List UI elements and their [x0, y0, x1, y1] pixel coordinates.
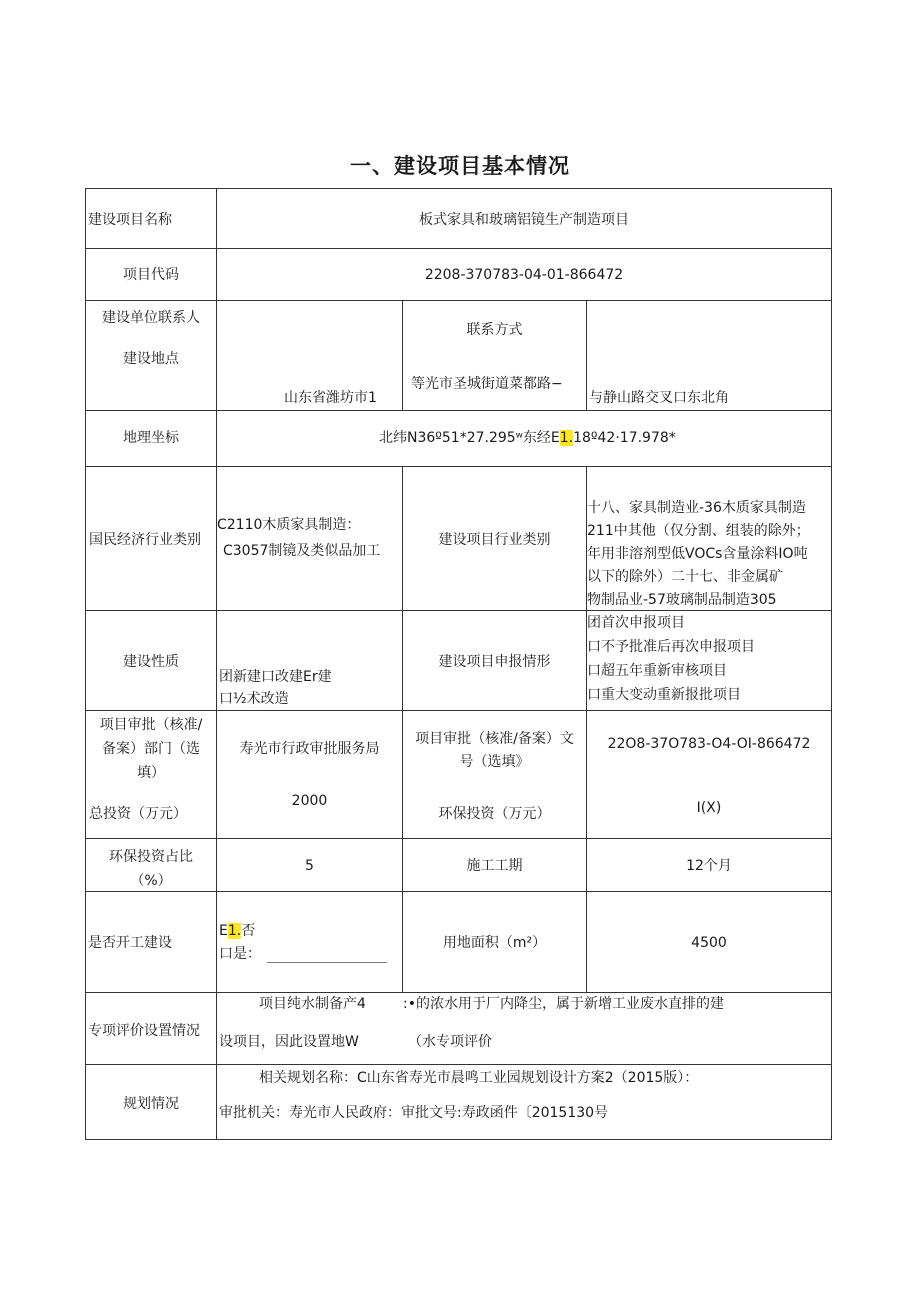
special-evaluation-text: 项目纯水制备产4: [259, 996, 366, 1012]
declaration-option: 口超五年重新审核项目: [587, 663, 727, 679]
coordinates-label: 地理坐标: [123, 430, 179, 446]
env-investment-label: 环保投资（万元）: [438, 806, 551, 822]
construction-period-value: 12个月: [686, 858, 732, 874]
project-industry-line: 十八、家具制造业-36木质家具制造: [587, 500, 806, 516]
location-part-3: 与静山路交叉口东北角: [589, 390, 729, 406]
special-evaluation-text: （水专项评价: [408, 1034, 492, 1050]
construction-nature-options-2: 口½术改造: [219, 691, 289, 707]
project-info-table: [85, 188, 832, 1140]
env-investment-value: I(X): [696, 800, 722, 816]
col-divider: [216, 189, 217, 1139]
special-evaluation-text: :•的浓水用于厂内降尘，属于新增工业废水直排的建: [403, 996, 724, 1012]
highlight-mark: 1.: [559, 430, 574, 446]
project-industry-line: 以下的除外）二十七、非金属矿: [587, 569, 783, 585]
row-divider: [86, 248, 831, 249]
special-evaluation-text: 设项目，因此设置地W: [219, 1034, 359, 1050]
approval-doc-label: 项目审批（核准/备案）文: [415, 731, 574, 747]
approval-dept-label: 项目审批（核准/: [99, 717, 203, 733]
env-ratio-label: （%）: [130, 873, 172, 889]
started-option-yes: 口是：: [219, 945, 387, 963]
project-industry-line: 年用非溶剂型低VOCs含量涂料IO吨: [587, 546, 808, 562]
total-investment-label: 总投资（万元）: [89, 806, 187, 822]
location-label: 建设地点: [123, 351, 179, 367]
row-divider: [86, 992, 831, 993]
row-divider: [86, 891, 831, 892]
row-divider: [86, 838, 831, 839]
row-divider: [86, 1064, 831, 1065]
contact-person-label: 建设单位联系人: [102, 310, 200, 326]
env-ratio-value: 5: [305, 858, 314, 874]
construction-period-label: 施工工期: [466, 858, 523, 874]
declaration-option: 口重大变动重新报批项目: [587, 687, 741, 703]
project-name-value: 板式家具和玻璃铝镜生产制造项目: [419, 212, 629, 228]
planning-name: 相关规划名称：C山东省寿光市晨鸣工业园规划设计方案2（2015版）：: [259, 1070, 699, 1086]
approval-doc-value: 22O8-37O783-O4-OI-866472: [607, 736, 811, 752]
project-industry-line: 211中其他（仅分割、组装的除外；: [587, 523, 810, 539]
planning-label: 规划情况: [123, 1096, 179, 1112]
declaration-situation-label: 建设项目申报情形: [438, 654, 551, 670]
total-investment-value: 2000: [291, 793, 328, 809]
row-divider: [86, 610, 831, 611]
env-ratio-label: 环保投资占比: [109, 849, 193, 865]
location-part-2: 等光市圣城街道菜都路−: [411, 376, 563, 392]
approval-dept-label: 填）: [137, 765, 165, 781]
special-evaluation-label: 专项评价设置情况: [88, 1023, 200, 1039]
declaration-option: 口不予批准后再次申报项目: [587, 639, 755, 655]
coordinates-value: 北纬N36º51*27.295ʷ东经E1.18º42·17.978*: [379, 430, 676, 446]
project-industry-label: 建设项目行业类别: [438, 532, 551, 548]
industry-code-1: C2110木质家具制造：: [217, 517, 361, 533]
col-divider: [402, 300, 403, 410]
page-title: 一、建设项目基本情况: [350, 154, 570, 178]
project-industry-line: 物制品业-57玻璃制品制造305: [587, 592, 777, 608]
project-name-label: 建设项目名称: [88, 212, 172, 228]
contact-method-label: 联系方式: [466, 322, 523, 338]
row-divider: [86, 710, 831, 711]
industry-category-label: 国民经济行业类别: [89, 532, 201, 548]
land-area-value: 4500: [691, 935, 727, 951]
started-option-no: E1.否: [219, 923, 256, 939]
approval-doc-label: 号（选填》: [459, 754, 530, 770]
planning-approval: 审批机关：寿光市人民政府：审批文号:寿政函件〔2015130号: [219, 1105, 609, 1121]
col-divider: [586, 300, 587, 410]
construction-nature-label: 建设性质: [123, 654, 179, 670]
started-label: 是否开工建设: [88, 935, 172, 951]
row-divider: [86, 410, 831, 411]
row-divider: [86, 466, 831, 467]
approval-dept-label: 备案）部门（选: [102, 741, 200, 757]
industry-code-2: C3057制镜及类似品加工: [223, 543, 381, 559]
row-divider: [86, 300, 831, 301]
approval-dept-value: 寿光市行政审批服务局: [239, 741, 380, 757]
blank-underline: [267, 948, 387, 963]
construction-nature-options-1: 团新建口改建Er建: [219, 669, 332, 685]
project-code-value: 2208-370783-04-01-866472: [424, 267, 624, 283]
project-code-label: 项目代码: [123, 267, 179, 283]
declaration-option: 团首次申报项目: [587, 615, 685, 631]
land-area-label: 用地面积（m²）: [442, 935, 547, 951]
location-part-1: 山东省潍坊市1: [284, 390, 377, 406]
highlight-mark: 1.: [227, 923, 242, 939]
